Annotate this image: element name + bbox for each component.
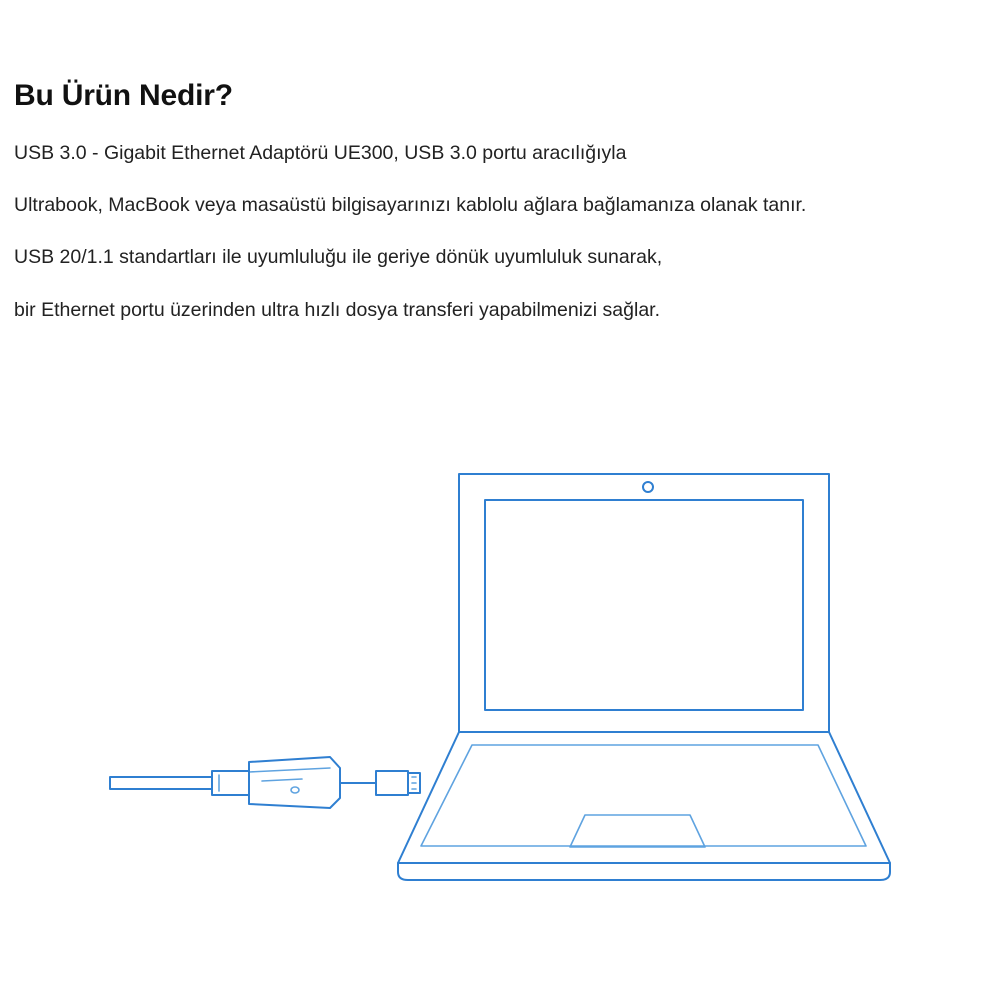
description-line-1: USB 3.0 - Gigabit Ethernet Adaptörü UE300, USB 3.0 portu aracılığıyla xyxy=(14,142,627,164)
description-line-3: USB 20/1.1 standartları ile uyumluluğu ile geriye dönük uyumluluk sunarak, xyxy=(14,246,663,269)
laptop-trackpad xyxy=(570,815,705,847)
laptop-webcam xyxy=(643,482,653,492)
laptop-keyboard xyxy=(421,745,866,846)
ethernet-cable xyxy=(110,771,249,795)
usb-connector xyxy=(376,771,420,795)
product-illustration xyxy=(0,400,1000,960)
description-line-2: Ultrabook, MacBook veya masaüstü bilgisayarınızı kablolu ağlara bağlamanıza olanak tanır. xyxy=(14,194,807,217)
laptop-base xyxy=(398,732,890,880)
page-title: Bu Ürün Nedir? xyxy=(14,79,233,112)
laptop-screen xyxy=(459,474,829,732)
description-line-4: bir Ethernet portu üzerinden ultra hızlı dosya transferi yapabilmenizi sağlar. xyxy=(14,298,661,321)
usb-ethernet-adapter xyxy=(249,757,340,808)
text-content xyxy=(14,78,989,347)
